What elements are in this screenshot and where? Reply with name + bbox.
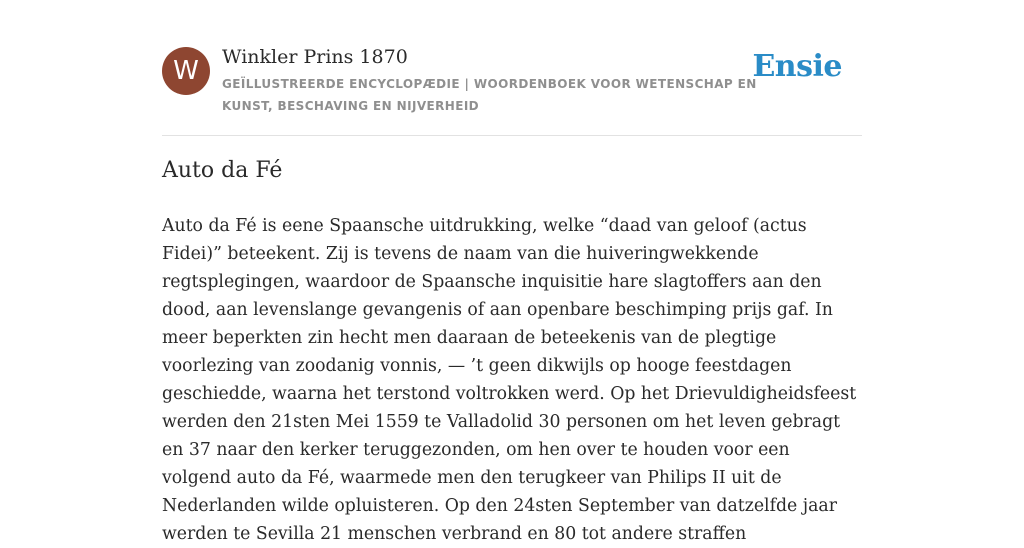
article-title: Auto da Fé — [162, 158, 283, 183]
publication-title[interactable]: Winkler Prins 1870 — [222, 46, 408, 68]
header — [162, 0, 862, 136]
publication-subtitle: GEÏLLUSTREERDE ENCYCLOPÆDIE | WOORDENBOEK VOOR WETENSCHAP EN KUNST, BESCHAVING EN NIJVERHEID — [222, 77, 757, 113]
avatar[interactable]: W — [162, 47, 210, 95]
brand-logo[interactable]: Ensie — [752, 49, 842, 84]
article-body: Auto da Fé is eene Spaansche uitdrukking, welke “daad van geloof (actus Fidei)” beteekent. Zij is tevens de naam van die huiveringwekkende regtsplegingen, waardoor de Spaansche inquisitie hare slagtoffers aan den dood, aan levenslange gevangenis of aan openbare beschimping prijs gaf. In meer beperkten zin hecht men daaraan de beteekenis van de plegtige voorlezing van zoodanig vonnis, — ’t geen dikwijls op hooge feestdagen geschiedde, waarna het terstond voltrokken werd. Op het Drievuldigheidsfeest werden den 21sten Mei 1559 te Valladolid 30 personen om het leven gebragt en 37 naar den kerker teruggezonden, om hen over te houden voor een volgend auto da Fé, waarmede men den terugkeer van Philips II uit de Nederlanden wilde opluisteren. Op den 24sten September van datzelfde jaar werden te Sevilla 21 menschen verbrand en 80 tot andere straffen — [162, 216, 857, 544]
content-column — [162, 0, 862, 544]
